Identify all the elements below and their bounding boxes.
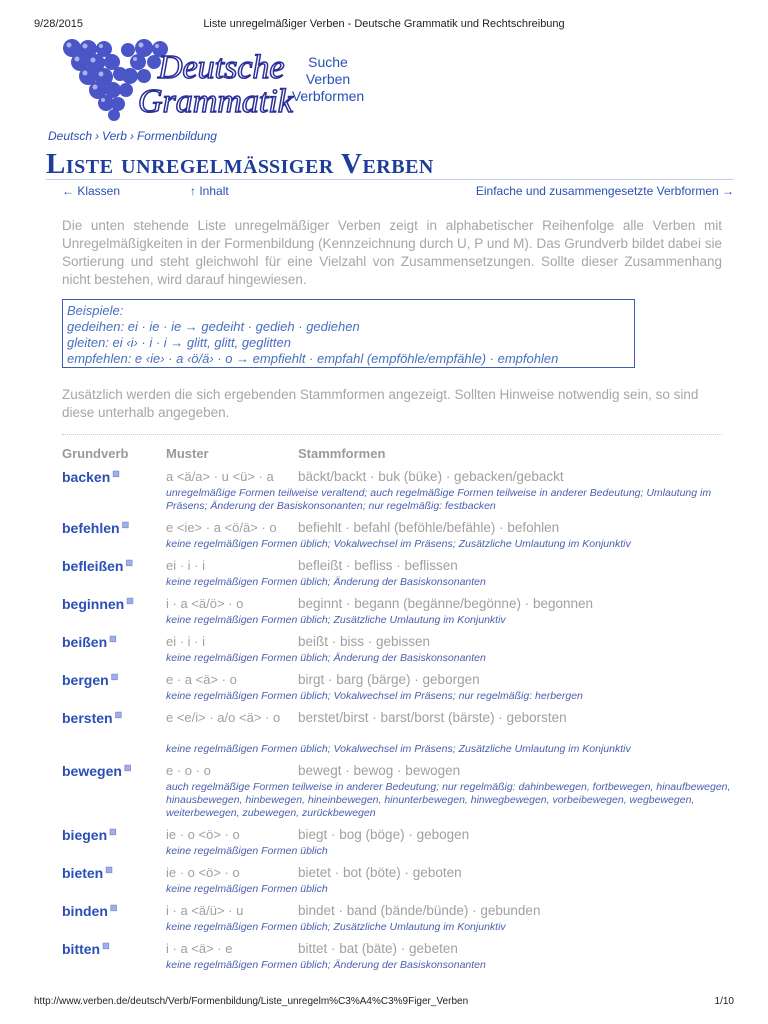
- verb-link[interactable]: [62, 558, 133, 574]
- example-box: [62, 299, 635, 368]
- muster-cell: i · a <ä/ö> · o: [166, 596, 244, 611]
- example-line: gedeihen: ei · ie · ie → gedeiht · gedieh · gediehen: [67, 319, 360, 334]
- row-note: keine regelmäßigen Formen üblich; Änderung der Basiskonsonanten: [166, 576, 486, 588]
- muster-cell: ei · i · i: [166, 558, 205, 573]
- stammformen-cell: birgt · barg (bärge) · geborgen: [298, 672, 480, 687]
- verb-label: bewegen: [62, 763, 122, 779]
- row-main: [62, 902, 732, 921]
- verb-link[interactable]: [62, 672, 118, 688]
- title-divider: [46, 179, 734, 180]
- muster-cell: i · a <ä/ü> · u: [166, 903, 244, 918]
- verb-label: backen: [62, 469, 111, 485]
- stammformen-cell: befiehlt · befahl (beföhle/befähle) · befohlen: [298, 520, 560, 535]
- table-row: [62, 762, 732, 820]
- table-row: [62, 902, 732, 934]
- row-note: auch regelmäßige Formen teilweise in anderer Bedeutung; nur regelmäßig: dahinbewegen, fortbewegen, hinaufbewegen, hinausbewegen, hinbewegen, hineinbewegen, hinunterbewegen, hinwegbewegen, vorbeibewegen, wegbewegen, weiterbewegen, zubewegen, zurückbewegen: [166, 781, 731, 819]
- row-note: keine regelmäßigen Formen üblich; Vokalwechsel im Präsens; Zusätzliche Umlautung im Konjunktiv: [166, 743, 631, 755]
- stammformen-cell: bäckt/backt · buk (büke) · gebacken/gebackt: [298, 469, 564, 484]
- example-line: empfehlen: e ‹ie› · a ‹ö/ä› · o → empfiehlt · empfahl (empföhle/empfähle) · empfohlen: [67, 351, 559, 366]
- table-row: [62, 557, 732, 589]
- muster-cell: i · a <ä> · e: [166, 941, 233, 956]
- row-note: keine regelmäßigen Formen üblich; Vokalwechsel im Präsens; Zusätzliche Umlautung im Konjunktiv: [166, 538, 631, 550]
- conjugation-icon: ▧: [126, 596, 134, 605]
- table-row: [62, 709, 732, 756]
- intro2-paragraph: Zusätzlich werden die sich ergebenden Stammformen angezeigt. Sollten Hinweise notwendig sein, so sind diese unterhalb angegeben.: [62, 387, 699, 420]
- print-title: Liste unregelmäßiger Verben - Deutsche Grammatik und Rechtschreibung: [203, 18, 565, 30]
- row-main: [62, 633, 732, 652]
- conjugation-icon: ▧: [112, 469, 120, 478]
- table-row: [62, 826, 732, 858]
- next-link[interactable]: Einfache und zusammengesetzte Verbformen →: [475, 184, 734, 198]
- conjugation-icon: ▧: [102, 941, 110, 950]
- table-row: [62, 519, 732, 551]
- section-divider: [62, 434, 722, 435]
- verb-link[interactable]: [62, 903, 117, 919]
- verb-label: binden: [62, 903, 108, 919]
- muster-cell: ie · o <ö> · o: [166, 827, 240, 842]
- stammformen-cell: bewegt · bewog · bewogen: [298, 763, 461, 778]
- table-body: [62, 468, 732, 972]
- prev-link[interactable]: ← Klassen: [62, 184, 121, 198]
- muster-cell: ei · i · i: [166, 634, 205, 649]
- verb-link[interactable]: [62, 634, 117, 650]
- table-row: [62, 864, 732, 896]
- row-main: [62, 595, 732, 614]
- row-note: keine regelmäßigen Formen üblich; Änderung der Basiskonsonanten: [166, 959, 486, 971]
- example-heading: Beispiele:: [67, 303, 124, 318]
- verb-link[interactable]: [62, 596, 134, 612]
- table-header: [62, 446, 732, 468]
- verb-link[interactable]: [62, 520, 129, 536]
- header-muster: Muster: [166, 446, 209, 461]
- table-row: [62, 468, 732, 513]
- stammformen-cell: biegt · bog (böge) · gebogen: [298, 827, 470, 842]
- row-note: keine regelmäßigen Formen üblich; Änderung der Basiskonsonanten: [166, 652, 486, 664]
- logo-text-deutsche: Deutsche: [158, 49, 285, 86]
- verb-link[interactable]: [62, 865, 113, 881]
- verb-label: bersten: [62, 710, 113, 726]
- verb-label: biegen: [62, 827, 108, 843]
- verb-link[interactable]: [62, 763, 131, 779]
- intro-paragraph: Die unten stehende Liste unregelmäßiger Verben zeigt in alphabetischer Reihenfolge alle Verben mit Unregelmäßigkeiten in der Formenbildung (Kennzeichnung durch U, P und M). Das Grundverb bildet dabei sie Sortierung und steht gleichwohl für eine Vielzahl von Zusammensetzungen. Sollte dieser Zusammenhang nicht bestehen, wird darauf hingewiesen.: [62, 218, 722, 287]
- row-main: [62, 826, 732, 845]
- nav-verbformen[interactable]: Verbformen: [291, 88, 365, 104]
- conjugation-icon: ▧: [109, 634, 117, 643]
- row-main: [62, 671, 732, 690]
- logo-graphic: [58, 40, 293, 122]
- verb-label: bieten: [62, 865, 104, 881]
- verb-label: befehlen: [62, 520, 120, 536]
- conjugation-icon: ▧: [105, 865, 113, 874]
- header-stammformen: Stammformen: [298, 446, 386, 461]
- page-title: Liste unregelmäßiger Verben: [46, 148, 434, 180]
- row-note: keine regelmäßigen Formen üblich; Vokalwechsel im Präsens; nur regelmäßig: herbergen: [166, 690, 583, 702]
- muster-cell: ie · o <ö> · o: [166, 865, 240, 880]
- print-url: http://www.verben.de/deutsch/Verb/Formenbildung/Liste_unregelm%C3%A4%C3%9Figer_Verben: [34, 996, 469, 1007]
- breadcrumb: [48, 129, 217, 143]
- table-row: [62, 940, 732, 972]
- verb-link[interactable]: [62, 469, 120, 485]
- row-note: unregelmäßige Formen teilweise veraltend; auch regelmäßige Formen teilweise in anderer Bedeutung; Umlautung im Präsens; Änderung der Basiskonsonanten; nur regelmäßig: festbacken: [166, 487, 712, 512]
- verb-label: bergen: [62, 672, 109, 688]
- row-note: keine regelmäßigen Formen üblich; Zusätzliche Umlautung im Konjunktiv: [166, 921, 506, 933]
- breadcrumb-deutsch[interactable]: Deutsch: [48, 129, 93, 143]
- muster-cell: e · o · o: [166, 763, 211, 778]
- logo-text-grammatik: Grammatik: [138, 83, 293, 120]
- breadcrumb-verb[interactable]: Verb: [102, 129, 127, 143]
- verb-link[interactable]: [62, 827, 117, 843]
- page-number: 1/10: [714, 996, 734, 1007]
- row-main: [62, 557, 732, 576]
- stammformen-cell: befleißt · befliss · beflissen: [298, 558, 458, 573]
- verb-label: beginnen: [62, 596, 125, 612]
- verb-table: [62, 446, 732, 978]
- stammformen-cell: bittet · bat (bäte) · gebeten: [298, 941, 458, 956]
- row-note: keine regelmäßigen Formen üblich; Zusätzliche Umlautung im Konjunktiv: [166, 614, 506, 626]
- conjugation-icon: ▧: [121, 520, 130, 529]
- verb-label: befleißen: [62, 558, 124, 574]
- print-date: 9/28/2015: [34, 18, 83, 30]
- table-row: [62, 633, 732, 665]
- up-link[interactable]: ↑ Inhalt: [190, 184, 229, 198]
- stammformen-cell: beißt · biss · gebissen: [298, 634, 431, 649]
- stammformen-cell: berstet/birst · barst/borst (bärste) · geborsten: [298, 710, 567, 725]
- conjugation-icon: ▧: [109, 903, 118, 912]
- table-row: [62, 595, 732, 627]
- conjugation-icon: ▧: [114, 710, 123, 719]
- row-main: [62, 709, 732, 743]
- site-logo[interactable]: [58, 40, 293, 122]
- top-nav: [288, 54, 368, 105]
- example-line: gleiten: ei ‹i› · i · i → glitt, glitt, geglitten: [67, 335, 291, 350]
- verb-label: beißen: [62, 634, 108, 650]
- conjugation-icon: ▧: [109, 827, 117, 836]
- breadcrumb-separator: ›: [129, 129, 134, 143]
- muster-cell: e <ie> · a <ö/ä> · o: [166, 520, 277, 535]
- stammformen-cell: beginnt · begann (begänne/begönne) · begonnen: [298, 596, 594, 611]
- stammformen-cell: bindet · band (bände/bünde) · gebunden: [298, 903, 541, 918]
- header-grundverb: Grundverb: [62, 446, 129, 461]
- muster-cell: e · a <ä> · o: [166, 672, 237, 687]
- row-note: keine regelmäßigen Formen üblich: [166, 883, 328, 895]
- row-note: keine regelmäßigen Formen üblich: [166, 845, 328, 857]
- row-main: [62, 864, 732, 883]
- conjugation-icon: ▧: [125, 558, 134, 567]
- row-main: [62, 468, 732, 487]
- stammformen-cell: bietet · bot (böte) · geboten: [298, 865, 462, 880]
- breadcrumb-separator: ›: [95, 129, 100, 143]
- row-main: [62, 519, 732, 538]
- conjugation-icon: ▧: [123, 763, 132, 772]
- table-row: [62, 671, 732, 703]
- print-header: [34, 18, 734, 32]
- nav-suche[interactable]: Suche: [308, 54, 348, 70]
- conjugation-icon: ▧: [110, 672, 119, 681]
- row-main: [62, 940, 732, 959]
- nav-verben[interactable]: Verben: [305, 71, 351, 87]
- verb-label: bitten: [62, 941, 101, 957]
- verb-link[interactable]: [62, 941, 110, 957]
- row-main: [62, 762, 732, 781]
- verb-link[interactable]: [62, 710, 122, 726]
- muster-cell: a <ä/a> · u <ü> · a: [166, 469, 274, 484]
- breadcrumb-formenbildung[interactable]: Formenbildung: [136, 129, 217, 143]
- muster-cell: e <e/i> · a/o <ä> · o: [166, 710, 281, 725]
